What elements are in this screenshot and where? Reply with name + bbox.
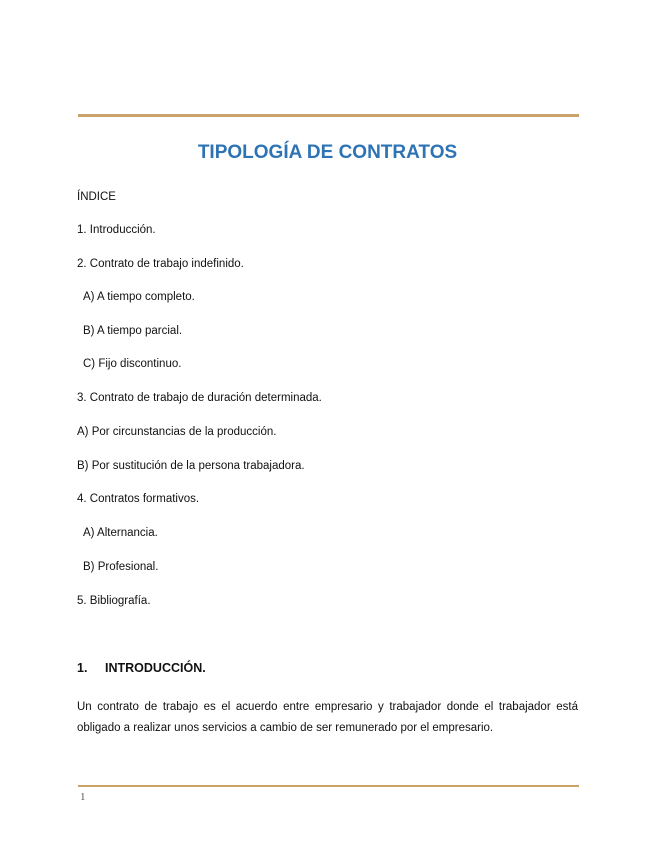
section-heading — [77, 661, 206, 675]
toc-subitem: B) Por sustitución de la persona trabajadora. — [77, 460, 305, 472]
toc-subitem: B) Profesional. — [83, 561, 159, 573]
toc-subitem: B) A tiempo parcial. — [83, 325, 183, 337]
toc-subitem: C) Fijo discontinuo. — [83, 358, 182, 370]
toc-subitem: A) Alternancia. — [83, 527, 158, 539]
index-heading: ÍNDICE — [77, 191, 116, 203]
toc-subitem: A) Por circunstancias de la producción. — [77, 426, 277, 438]
document-title: TIPOLOGÍA DE CONTRATOS — [197, 142, 458, 163]
section-title: INTRODUCCIÓN. — [105, 661, 206, 675]
toc-item: 4. Contratos formativos. — [77, 493, 200, 505]
toc-subitem: A) A tiempo completo. — [83, 291, 195, 303]
body-paragraph: Un contrato de trabajo es el acuerdo entre empresario y trabajador donde el trabajador está obligado a realizar unos servicios a cambio de ser remunerado por el empresario. — [77, 701, 578, 734]
toc-item: 3. Contrato de trabajo de duración determinada. — [77, 392, 322, 404]
toc-item: 1. Introducción. — [77, 224, 156, 236]
header-rule — [78, 114, 579, 117]
section-number: 1. — [77, 661, 88, 675]
page-number: 1 — [80, 791, 86, 803]
footer-rule — [78, 785, 579, 787]
toc-item: 2. Contrato de trabajo indefinido. — [77, 258, 244, 270]
toc-item: 5. Bibliografía. — [77, 595, 151, 607]
